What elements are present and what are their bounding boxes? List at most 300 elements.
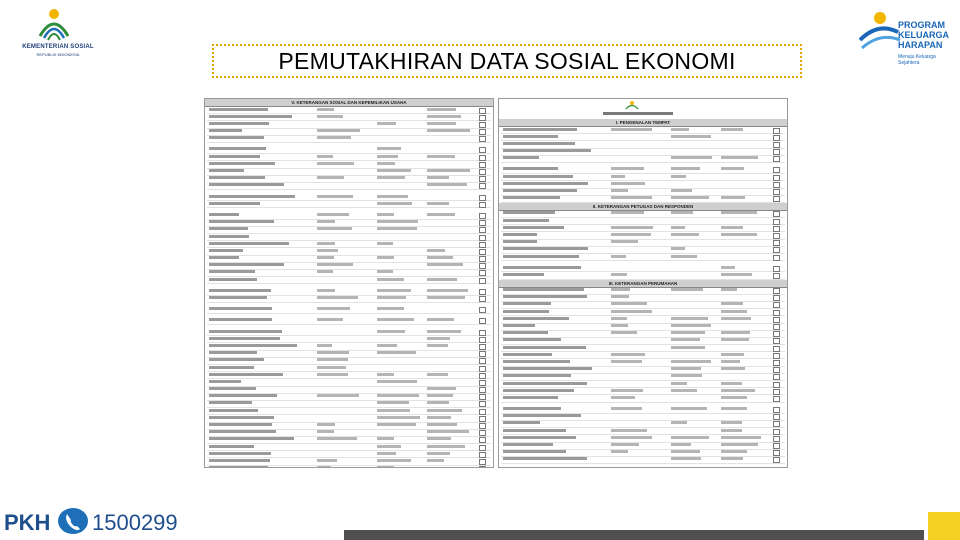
form-row-option <box>611 443 639 446</box>
form-row-label <box>503 324 535 327</box>
form-answer-box <box>773 310 780 316</box>
form-answer-box <box>773 450 780 456</box>
form-answer-box <box>479 437 486 443</box>
form-row-label <box>209 318 272 321</box>
form-row-label <box>209 445 254 448</box>
form-row-option <box>427 401 449 404</box>
form-answer-box <box>479 169 486 175</box>
form-row <box>207 194 491 201</box>
form-page-1 <box>204 98 494 468</box>
form-row-label <box>209 278 257 281</box>
form-row-option <box>671 324 711 327</box>
form-row-option <box>611 302 647 305</box>
form-row-label <box>209 136 264 139</box>
form-row-option <box>427 115 461 118</box>
form-page-2-rows-b <box>499 211 787 280</box>
form-answer-box <box>479 344 486 350</box>
form-row-label <box>503 331 548 334</box>
form-row-option <box>317 437 357 440</box>
form-row-label <box>503 414 581 417</box>
form-answer-box <box>479 176 486 182</box>
form-answer-box <box>773 295 780 301</box>
form-row-label <box>209 373 283 376</box>
form-row-option <box>377 344 397 347</box>
form-answer-box <box>479 195 486 201</box>
form-row <box>501 141 785 148</box>
form-row-option <box>317 351 349 354</box>
form-answer-box <box>479 202 486 208</box>
phone-icon <box>56 506 90 536</box>
form-row-option <box>317 358 348 361</box>
form-row-option <box>427 344 448 347</box>
form-row-option <box>721 302 743 305</box>
form-row-option <box>671 346 705 349</box>
form-row <box>207 121 491 128</box>
form-page-2-section-2: II. KETERANGAN PETUGAS DAN RESPONDEN <box>499 203 787 211</box>
form-row-label <box>209 289 271 292</box>
form-row-label <box>209 416 274 419</box>
form-row-option <box>611 273 627 276</box>
form-answer-box <box>479 227 486 233</box>
form-answer-box <box>479 136 486 142</box>
form-row <box>501 272 785 279</box>
form-row-option <box>671 128 689 131</box>
form-row-option <box>427 330 461 333</box>
form-row <box>501 265 785 272</box>
form-row-option <box>377 437 394 440</box>
pkh-hotline-logo <box>4 502 178 540</box>
brand-line-3: HARAPAN <box>898 40 943 50</box>
form-row-option <box>671 338 700 341</box>
form-row-option <box>377 409 410 412</box>
form-row <box>207 401 491 408</box>
form-row-label <box>209 129 242 132</box>
form-answer-box <box>773 233 780 239</box>
form-row-option <box>611 233 651 236</box>
form-row <box>207 372 491 379</box>
form-row-option <box>427 183 467 186</box>
form-page-2-section-3: III. KETERANGAN PERUMAHAN <box>499 280 787 288</box>
form-answer-box <box>479 155 486 161</box>
form-answer-box <box>773 317 780 323</box>
form-answer-box <box>479 183 486 189</box>
form-answer-box <box>479 115 486 121</box>
form-row-label <box>503 295 587 298</box>
form-row-option <box>427 249 445 252</box>
form-row-label <box>209 409 258 412</box>
form-row-label <box>503 247 588 250</box>
form-row-label <box>503 266 581 269</box>
form-row-option <box>671 247 685 250</box>
form-answer-box <box>773 156 780 162</box>
form-row <box>207 296 491 303</box>
form-row-option <box>671 196 709 199</box>
form-answer-box <box>479 459 486 465</box>
form-answer-box <box>479 162 486 168</box>
form-row <box>501 127 785 134</box>
form-row-option <box>317 176 344 179</box>
form-row <box>501 211 785 218</box>
form-row-option <box>377 351 416 354</box>
pkh-program-logo <box>858 4 954 68</box>
form-row <box>501 309 785 316</box>
form-row <box>501 352 785 359</box>
form-row-option <box>377 147 401 150</box>
form-answer-box <box>479 242 486 248</box>
form-row-option <box>427 263 463 266</box>
form-row-option <box>611 295 629 298</box>
form-row <box>501 247 785 254</box>
form-row-label <box>209 227 248 230</box>
form-row-label <box>503 374 571 377</box>
form-row-option <box>377 256 394 259</box>
form-row <box>501 374 785 381</box>
form-answer-box <box>773 421 780 427</box>
form-row-option <box>377 394 419 397</box>
form-row-label <box>209 366 254 369</box>
form-row-option <box>317 373 348 376</box>
form-row-option <box>377 330 405 333</box>
form-answer-box <box>479 423 486 429</box>
form-row <box>207 318 491 325</box>
form-row-option <box>427 437 451 440</box>
form-row-option <box>427 394 453 397</box>
form-row-option <box>427 155 455 158</box>
form-row <box>207 169 491 176</box>
form-answer-box <box>479 296 486 302</box>
form-row-option <box>611 211 644 214</box>
form-row-option <box>721 450 747 453</box>
form-row-option <box>611 450 628 453</box>
form-row-option <box>611 429 647 432</box>
form-row <box>207 358 491 365</box>
form-row-option <box>317 289 335 292</box>
pkh-hotline-number: 1500299 <box>92 510 178 535</box>
form-answer-box <box>479 430 486 436</box>
form-row-option <box>671 156 712 159</box>
form-row-option <box>721 407 747 410</box>
form-row-label <box>503 226 564 229</box>
form-answer-box <box>773 288 780 294</box>
form-row-option <box>427 202 449 205</box>
form-row <box>501 302 785 309</box>
form-answer-box <box>773 367 780 373</box>
form-row-option <box>721 196 745 199</box>
form-row <box>501 359 785 366</box>
form-row <box>207 129 491 136</box>
form-row-option <box>377 296 406 299</box>
form-answer-box <box>773 346 780 352</box>
form-answer-box <box>773 135 780 141</box>
form-answer-box <box>479 235 486 241</box>
form-answer-box <box>773 128 780 134</box>
form-row-option <box>611 353 645 356</box>
form-row-label <box>209 307 272 310</box>
form-answer-box <box>479 256 486 262</box>
form-row-option <box>427 213 455 216</box>
form-row-option <box>377 202 412 205</box>
form-row <box>501 254 785 261</box>
form-row-option <box>611 182 645 185</box>
form-row-option <box>377 416 420 419</box>
form-row <box>207 466 491 468</box>
form-row-option <box>671 436 709 439</box>
form-row-label <box>503 310 549 313</box>
form-row-label <box>503 175 573 178</box>
form-row-option <box>317 220 335 223</box>
form-row-option <box>721 443 758 446</box>
form-row-label <box>503 196 560 199</box>
form-row <box>501 218 785 225</box>
slide-title: PEMUTAKHIRAN DATA SOSIAL EKONOMI <box>278 47 736 74</box>
form-row-option <box>317 115 343 118</box>
form-answer-box <box>479 220 486 226</box>
form-row-option <box>317 466 331 468</box>
form-row-option <box>611 310 652 313</box>
form-answer-box <box>479 330 486 336</box>
form-row-label <box>503 302 551 305</box>
form-row <box>501 450 785 457</box>
form-row-option <box>721 360 740 363</box>
form-row <box>501 324 785 331</box>
form-answer-box <box>773 182 780 188</box>
form-row <box>501 395 785 402</box>
form-row-option <box>377 220 418 223</box>
form-answer-box <box>479 366 486 372</box>
form-row-label <box>209 437 294 440</box>
footer-bar <box>344 530 924 540</box>
form-row-option <box>721 429 742 432</box>
form-row <box>207 277 491 284</box>
form-row-option <box>611 288 630 291</box>
form-row-option <box>721 436 761 439</box>
form-row-label <box>503 396 558 399</box>
kemensos-emblem-icon <box>36 6 72 42</box>
form-row-label <box>209 183 284 186</box>
form-row <box>207 256 491 263</box>
form-row-option <box>427 387 456 390</box>
form-answer-box <box>479 147 486 153</box>
form-row <box>207 241 491 248</box>
form-row <box>501 457 785 464</box>
form-row-label <box>503 273 544 276</box>
form-row-label <box>503 156 539 159</box>
form-answer-box <box>479 122 486 128</box>
form-answer-box <box>773 142 780 148</box>
form-row-option <box>427 416 451 419</box>
form-row-label <box>209 394 277 397</box>
form-row-option <box>671 382 687 385</box>
form-answer-box <box>773 211 780 217</box>
form-row-option <box>427 452 450 455</box>
form-row-label <box>209 169 244 172</box>
form-row-label <box>209 380 241 383</box>
form-row <box>207 201 491 208</box>
kemensos-logo <box>8 6 108 62</box>
form-row <box>207 248 491 255</box>
form-answer-box <box>773 266 780 272</box>
form-row-option <box>611 436 652 439</box>
form-row-label <box>503 338 561 341</box>
form-row-option <box>427 430 469 433</box>
brand-line-2: KELUARGA <box>898 30 949 40</box>
form-row-label <box>209 263 284 266</box>
form-answer-box <box>479 387 486 393</box>
form-row-option <box>671 374 702 377</box>
form-row-option <box>721 353 744 356</box>
form-row-option <box>671 255 697 258</box>
form-row-label <box>209 202 260 205</box>
form-row-option <box>671 211 693 214</box>
form-row <box>207 365 491 372</box>
form-row <box>207 437 491 444</box>
form-row-label <box>503 429 566 432</box>
form-row-option <box>317 263 353 266</box>
form-row <box>207 336 491 343</box>
form-row-label <box>503 255 579 258</box>
form-row-option <box>317 344 332 347</box>
form-row-label <box>503 211 555 214</box>
form-row-option <box>317 242 335 245</box>
form-row-option <box>721 128 743 131</box>
corner-accent <box>928 512 960 540</box>
form-row <box>501 428 785 435</box>
form-row <box>207 379 491 386</box>
form-row <box>501 196 785 203</box>
form-row <box>207 147 491 154</box>
form-row <box>207 351 491 358</box>
form-row-option <box>317 155 333 158</box>
form-row <box>207 307 491 314</box>
form-row-option <box>721 396 747 399</box>
form-row <box>207 394 491 401</box>
form-answer-box <box>479 318 486 324</box>
form-row <box>207 114 491 121</box>
brand-line-1: PROGRAM <box>898 20 945 30</box>
form-row-label <box>209 155 260 158</box>
form-row <box>501 435 785 442</box>
form-row-label <box>503 389 574 392</box>
form-row-label <box>503 219 549 222</box>
form-row-option <box>611 407 642 410</box>
form-row-option <box>317 366 346 369</box>
form-row-option <box>671 421 687 424</box>
form-answer-box <box>479 289 486 295</box>
form-row <box>501 316 785 323</box>
form-row <box>207 154 491 161</box>
form-row-option <box>611 196 652 199</box>
form-row <box>501 232 785 239</box>
form-answer-box <box>773 389 780 395</box>
form-answer-box <box>479 409 486 415</box>
pkh-tagline: Menuju Keluarga Sejahtera <box>898 54 936 66</box>
form-row-option <box>377 466 394 468</box>
form-page-2-section-1: I. PENGENALAN TEMPAT <box>499 119 787 127</box>
form-row-label <box>209 330 282 333</box>
form-row-label <box>209 249 243 252</box>
form-row-option <box>427 409 462 412</box>
form-answer-box <box>773 219 780 225</box>
form-row-option <box>611 396 635 399</box>
form-row-label <box>503 450 566 453</box>
form-row-label <box>209 344 297 347</box>
form-row-option <box>611 189 628 192</box>
form-row-option <box>611 240 638 243</box>
form-row-option <box>427 373 448 376</box>
form-row <box>207 343 491 350</box>
form-row-option <box>317 459 337 462</box>
form-row-option <box>611 226 653 229</box>
form-row-option <box>317 213 349 216</box>
form-answer-box <box>479 129 486 135</box>
form-row <box>501 181 785 188</box>
form-row-option <box>721 367 745 370</box>
form-row-label <box>503 128 577 131</box>
form-row <box>207 220 491 227</box>
form-row <box>501 443 785 450</box>
form-answer-box <box>479 337 486 343</box>
form-row-label <box>209 423 272 426</box>
form-answer-box <box>773 247 780 253</box>
form-answer-box <box>773 324 780 330</box>
form-row <box>207 136 491 143</box>
form-answer-box <box>773 167 780 173</box>
form-answer-box <box>479 213 486 219</box>
form-row-option <box>721 273 752 276</box>
form-row-option <box>317 394 359 397</box>
form-answer-box <box>773 149 780 155</box>
form-row-option <box>671 167 700 170</box>
form-row <box>207 444 491 451</box>
form-mini-logo-icon <box>625 100 639 110</box>
form-row-option <box>611 389 643 392</box>
form-answer-box <box>479 416 486 422</box>
form-row-option <box>721 389 755 392</box>
form-row <box>501 174 785 181</box>
form-answer-box <box>479 358 486 364</box>
form-row-option <box>377 459 411 462</box>
form-gap <box>501 464 785 468</box>
form-row-option <box>671 189 692 192</box>
form-row <box>207 212 491 219</box>
form-row-option <box>377 227 417 230</box>
form-row-option <box>377 122 396 125</box>
form-row-option <box>671 288 703 291</box>
form-row-option <box>427 122 456 125</box>
form-row-option <box>611 331 637 334</box>
form-answer-box <box>479 278 486 284</box>
form-row-option <box>671 175 686 178</box>
form-row-option <box>377 155 398 158</box>
form-row-option <box>671 450 700 453</box>
form-row-option <box>611 317 627 320</box>
form-answer-box <box>773 255 780 261</box>
form-row-label <box>209 387 256 390</box>
form-row-label <box>209 430 276 433</box>
form-answer-box <box>479 373 486 379</box>
form-row-option <box>377 289 411 292</box>
form-row-option <box>377 162 395 165</box>
form-row-option <box>317 318 343 321</box>
form-row-option <box>427 423 457 426</box>
form-answer-box <box>773 273 780 279</box>
form-row-label <box>209 351 257 354</box>
form-row-label <box>503 233 537 236</box>
form-row-option <box>721 233 757 236</box>
form-row <box>501 167 785 174</box>
form-row-option <box>721 331 750 334</box>
form-row-option <box>317 195 353 198</box>
